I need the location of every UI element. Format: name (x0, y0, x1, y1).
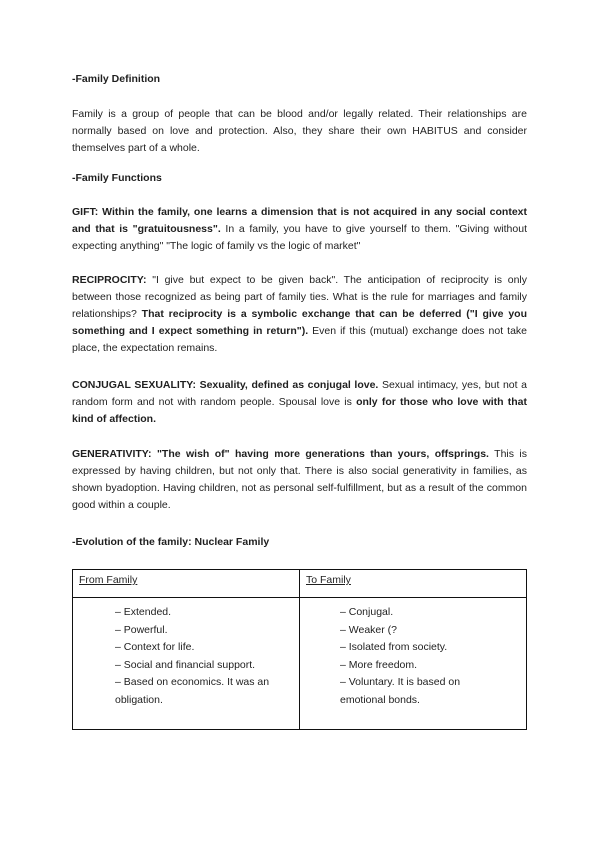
generativity-paragraph (72, 446, 527, 514)
to-family-header: To Family (300, 570, 527, 598)
list-item: – Weaker (? (340, 623, 397, 636)
gift-paragraph (72, 204, 527, 255)
generativity-bold-text: "The wish of" having more generations than yours, offsprings. (156, 448, 489, 460)
list-item: – Social and financial support. (115, 658, 256, 671)
evolution-heading: -Evolution of the family: Nuclear Family (72, 536, 270, 548)
list-item: – Isolated from society. (340, 641, 448, 653)
list-item: – Based on economics. It was an (115, 676, 270, 688)
reciprocity-label: RECIPROCITY: (72, 274, 147, 286)
gift-label: GIFT: (72, 206, 99, 218)
reciprocity-paragraph (72, 272, 527, 357)
reciprocity-text-2: Even if this (mutual) exchange does not take place, the expectation remains. (72, 325, 527, 354)
reciprocity-bold-text: That reciprocity is a symbolic exchange that can be deferred ("I give you something and I expect something in return"). (72, 308, 527, 337)
generativity-text: This is expressed by having children, but not only that. There is also social generativity in families, as shown byadoption. Having children, not as personal self-fulfillment, but as a result of the common good within a couple. (72, 448, 527, 511)
list-item: – Extended. (115, 606, 172, 618)
generativity-label: GENERATIVITY: (72, 448, 152, 460)
family-definition-text: Family is a group of people that can be blood and/or legally related. Their relationships are normally based on love and protection. Also, they share their own HABITUS and consider themselves part of a whole. (72, 108, 527, 154)
evolution-table (72, 569, 527, 730)
gift-bold-text: Within the family, one learns a dimension that is not acquired in any social context and that is "gratuitousness". (72, 206, 528, 235)
list-item: – More freedom. (340, 658, 418, 671)
to-family-cell (300, 598, 527, 730)
from-family-cell (73, 598, 300, 730)
family-functions-heading: -Family Functions (72, 172, 162, 184)
conjugal-paragraph (72, 377, 527, 428)
list-item: – Conjugal. (340, 606, 394, 618)
reciprocity-text-1: "I give but expect to be given back". The anticipation of reciprocity is only between those recognized as being part of family ties. What is the rule for marriages and family relationships? (72, 274, 527, 320)
gift-text: In a family, you have to give yourself to them. "Giving without expecting anything" "The logic of family vs the logic of market" (72, 223, 527, 252)
list-item: emotional bonds. (340, 693, 420, 706)
conjugal-bold-text-2: only for those who love with that kind of affection. (72, 396, 527, 425)
from-family-header: From Family (73, 570, 300, 598)
list-item: – Context for life. (115, 641, 195, 653)
list-item: – Voluntary. It is based on (340, 676, 461, 688)
conjugal-label: CONJUGAL SEXUALITY: (72, 379, 196, 391)
list-item: obligation. (115, 693, 163, 706)
conjugal-bold-text-1: Sexuality, defined as conjugal love. (199, 379, 379, 391)
family-definition-heading: -Family Definition (72, 73, 161, 85)
list-item: – Powerful. (115, 623, 168, 636)
conjugal-text: Sexual intimacy, yes, but not a random form and not with random people. Spousal love is (72, 379, 528, 408)
